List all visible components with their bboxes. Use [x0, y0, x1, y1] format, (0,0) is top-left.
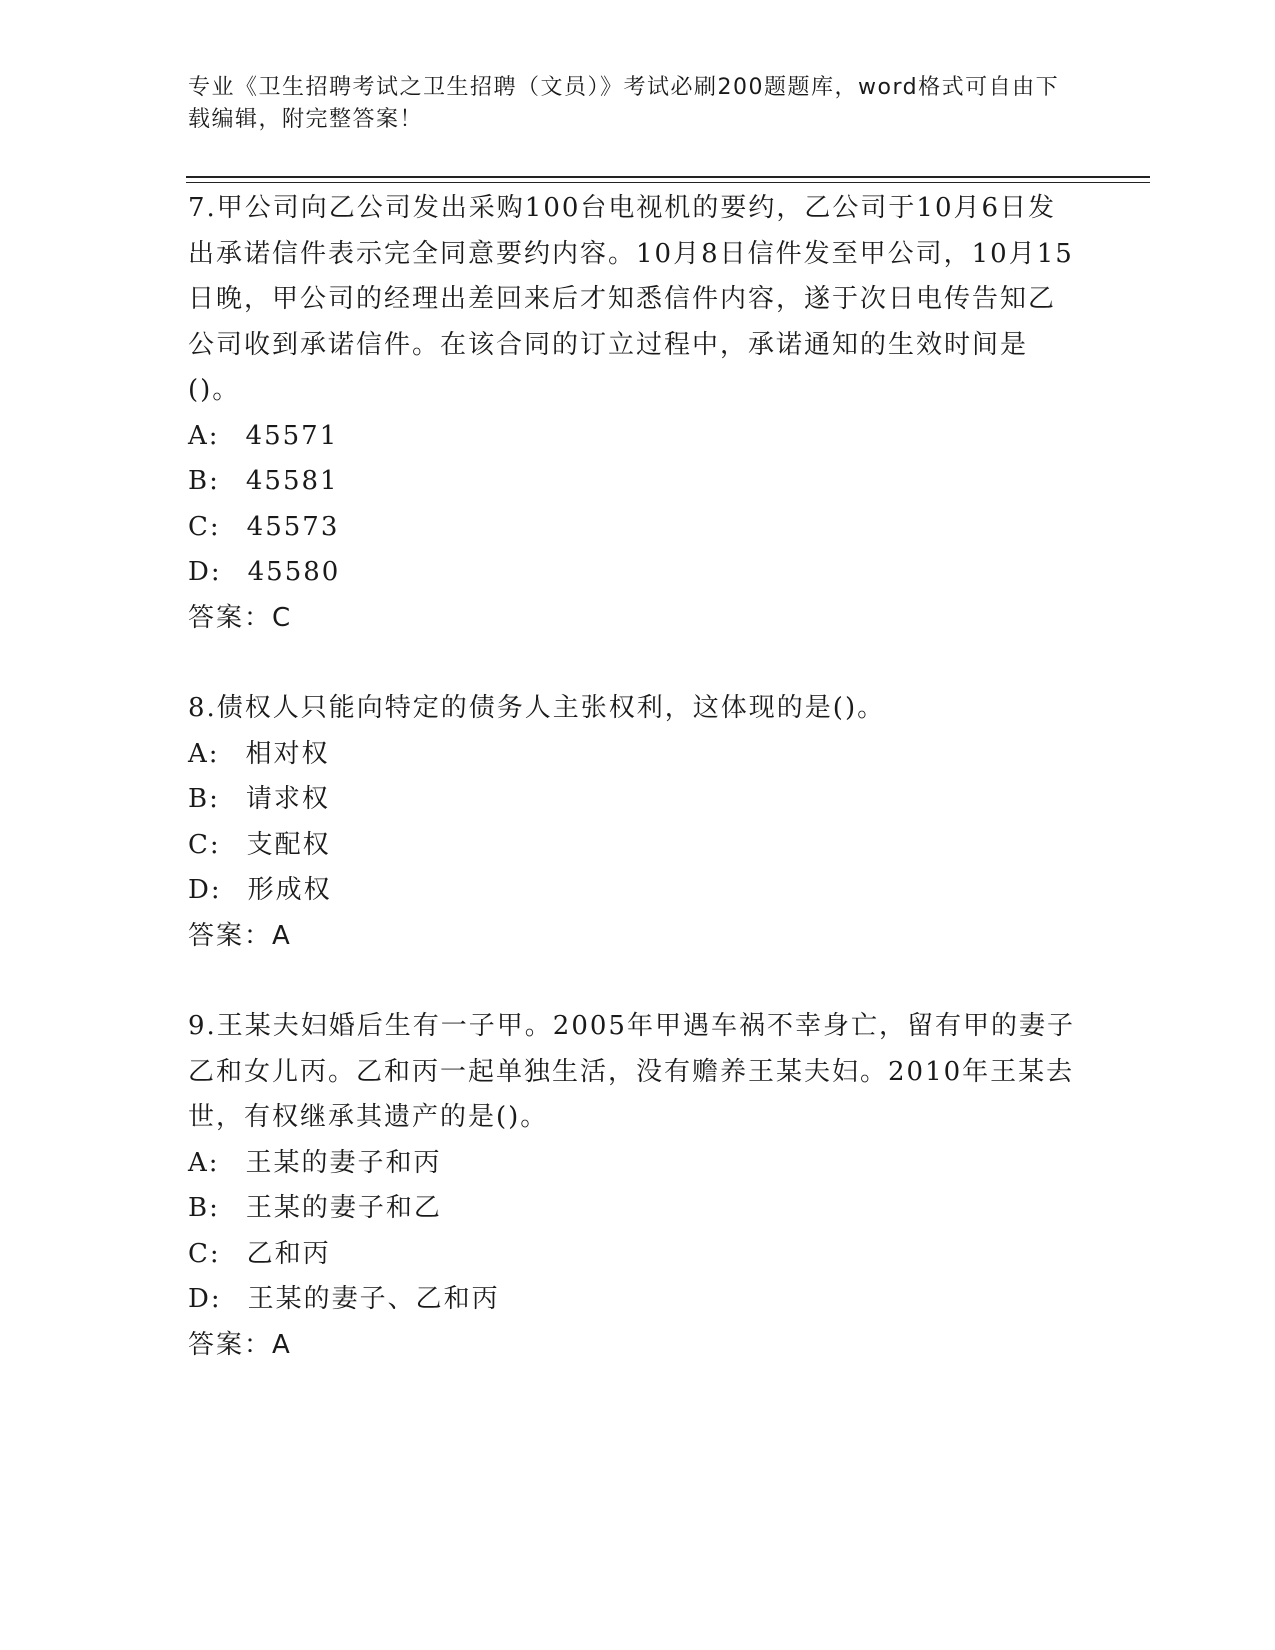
option-a: [188, 732, 1078, 778]
option-text: 相对权: [245, 738, 330, 769]
option-letter: D:: [188, 557, 222, 587]
option-d: [188, 1277, 1078, 1323]
header-divider-thin: [186, 182, 1150, 183]
option-text: 45571: [245, 420, 339, 451]
answer-line: 答案：A: [188, 920, 292, 951]
option-b: [188, 777, 1078, 823]
option-c: [188, 1232, 1078, 1278]
option-letter: C:: [188, 511, 221, 542]
option-text: 45573: [246, 511, 340, 542]
option-letter: D:: [188, 875, 222, 905]
question-8: [188, 686, 1078, 959]
option-letter: A:: [188, 420, 220, 451]
option-text: 形成权: [247, 875, 332, 905]
option-letter: B:: [188, 784, 220, 814]
option-d: [188, 550, 1078, 596]
question-9: [188, 1004, 1078, 1368]
header-divider-thick: [186, 176, 1150, 178]
question-stem: 9.王某夫妇婚后生有一子甲。2005年甲遇车祸不幸身亡，留有甲的妻子乙和女儿丙。乙和丙一起单独生活，没有赡养王某夫妇。2010年王某去世，有权继承其遗产的是()。: [188, 1011, 1075, 1132]
answer-line: 答案：C: [188, 602, 293, 633]
option-text: 王某的妻子和乙: [245, 1193, 442, 1223]
option-c: [188, 823, 1078, 869]
option-letter: A:: [188, 1147, 220, 1178]
option-text: 45581: [245, 466, 339, 496]
question-stem: 7.甲公司向乙公司发出采购100台电视机的要约，乙公司于10月6日发出承诺信件表示完全同意要约内容。10月8日信件发至甲公司，10月15日晚，甲公司的经理出差回来后才知悉信件内容，遂于次日电传告知乙公司收到承诺信件。在该合同的订立过程中，承诺通知的生效时间是()。: [188, 193, 1074, 405]
option-text: 45580: [247, 557, 341, 587]
option-letter: A:: [188, 738, 220, 769]
option-b: [188, 1186, 1078, 1232]
option-c: [188, 505, 1078, 551]
option-text: 请求权: [245, 784, 330, 814]
option-text: 王某的妻子和丙: [245, 1147, 442, 1178]
option-text: 支配权: [246, 829, 331, 860]
option-letter: B:: [188, 466, 220, 496]
option-a: [188, 1141, 1078, 1187]
option-letter: D:: [188, 1284, 222, 1314]
option-text: 乙和丙: [246, 1238, 331, 1269]
document-header: 专业《卫生招聘考试之卫生招聘（文员）》考试必刷200题题库，word格式可自由下载编辑，附完整答案！: [188, 75, 1060, 132]
question-7: [188, 186, 1078, 641]
question-stem: 8.债权人只能向特定的债务人主张权利，这体现的是()。: [188, 693, 886, 723]
option-letter: C:: [188, 829, 221, 860]
option-a: [188, 414, 1078, 460]
option-letter: C:: [188, 1238, 221, 1269]
option-text: 王某的妻子、乙和丙: [247, 1284, 500, 1314]
option-b: [188, 459, 1078, 505]
option-d: [188, 868, 1078, 914]
answer-line: 答案：A: [188, 1329, 292, 1360]
option-letter: B:: [188, 1193, 220, 1223]
